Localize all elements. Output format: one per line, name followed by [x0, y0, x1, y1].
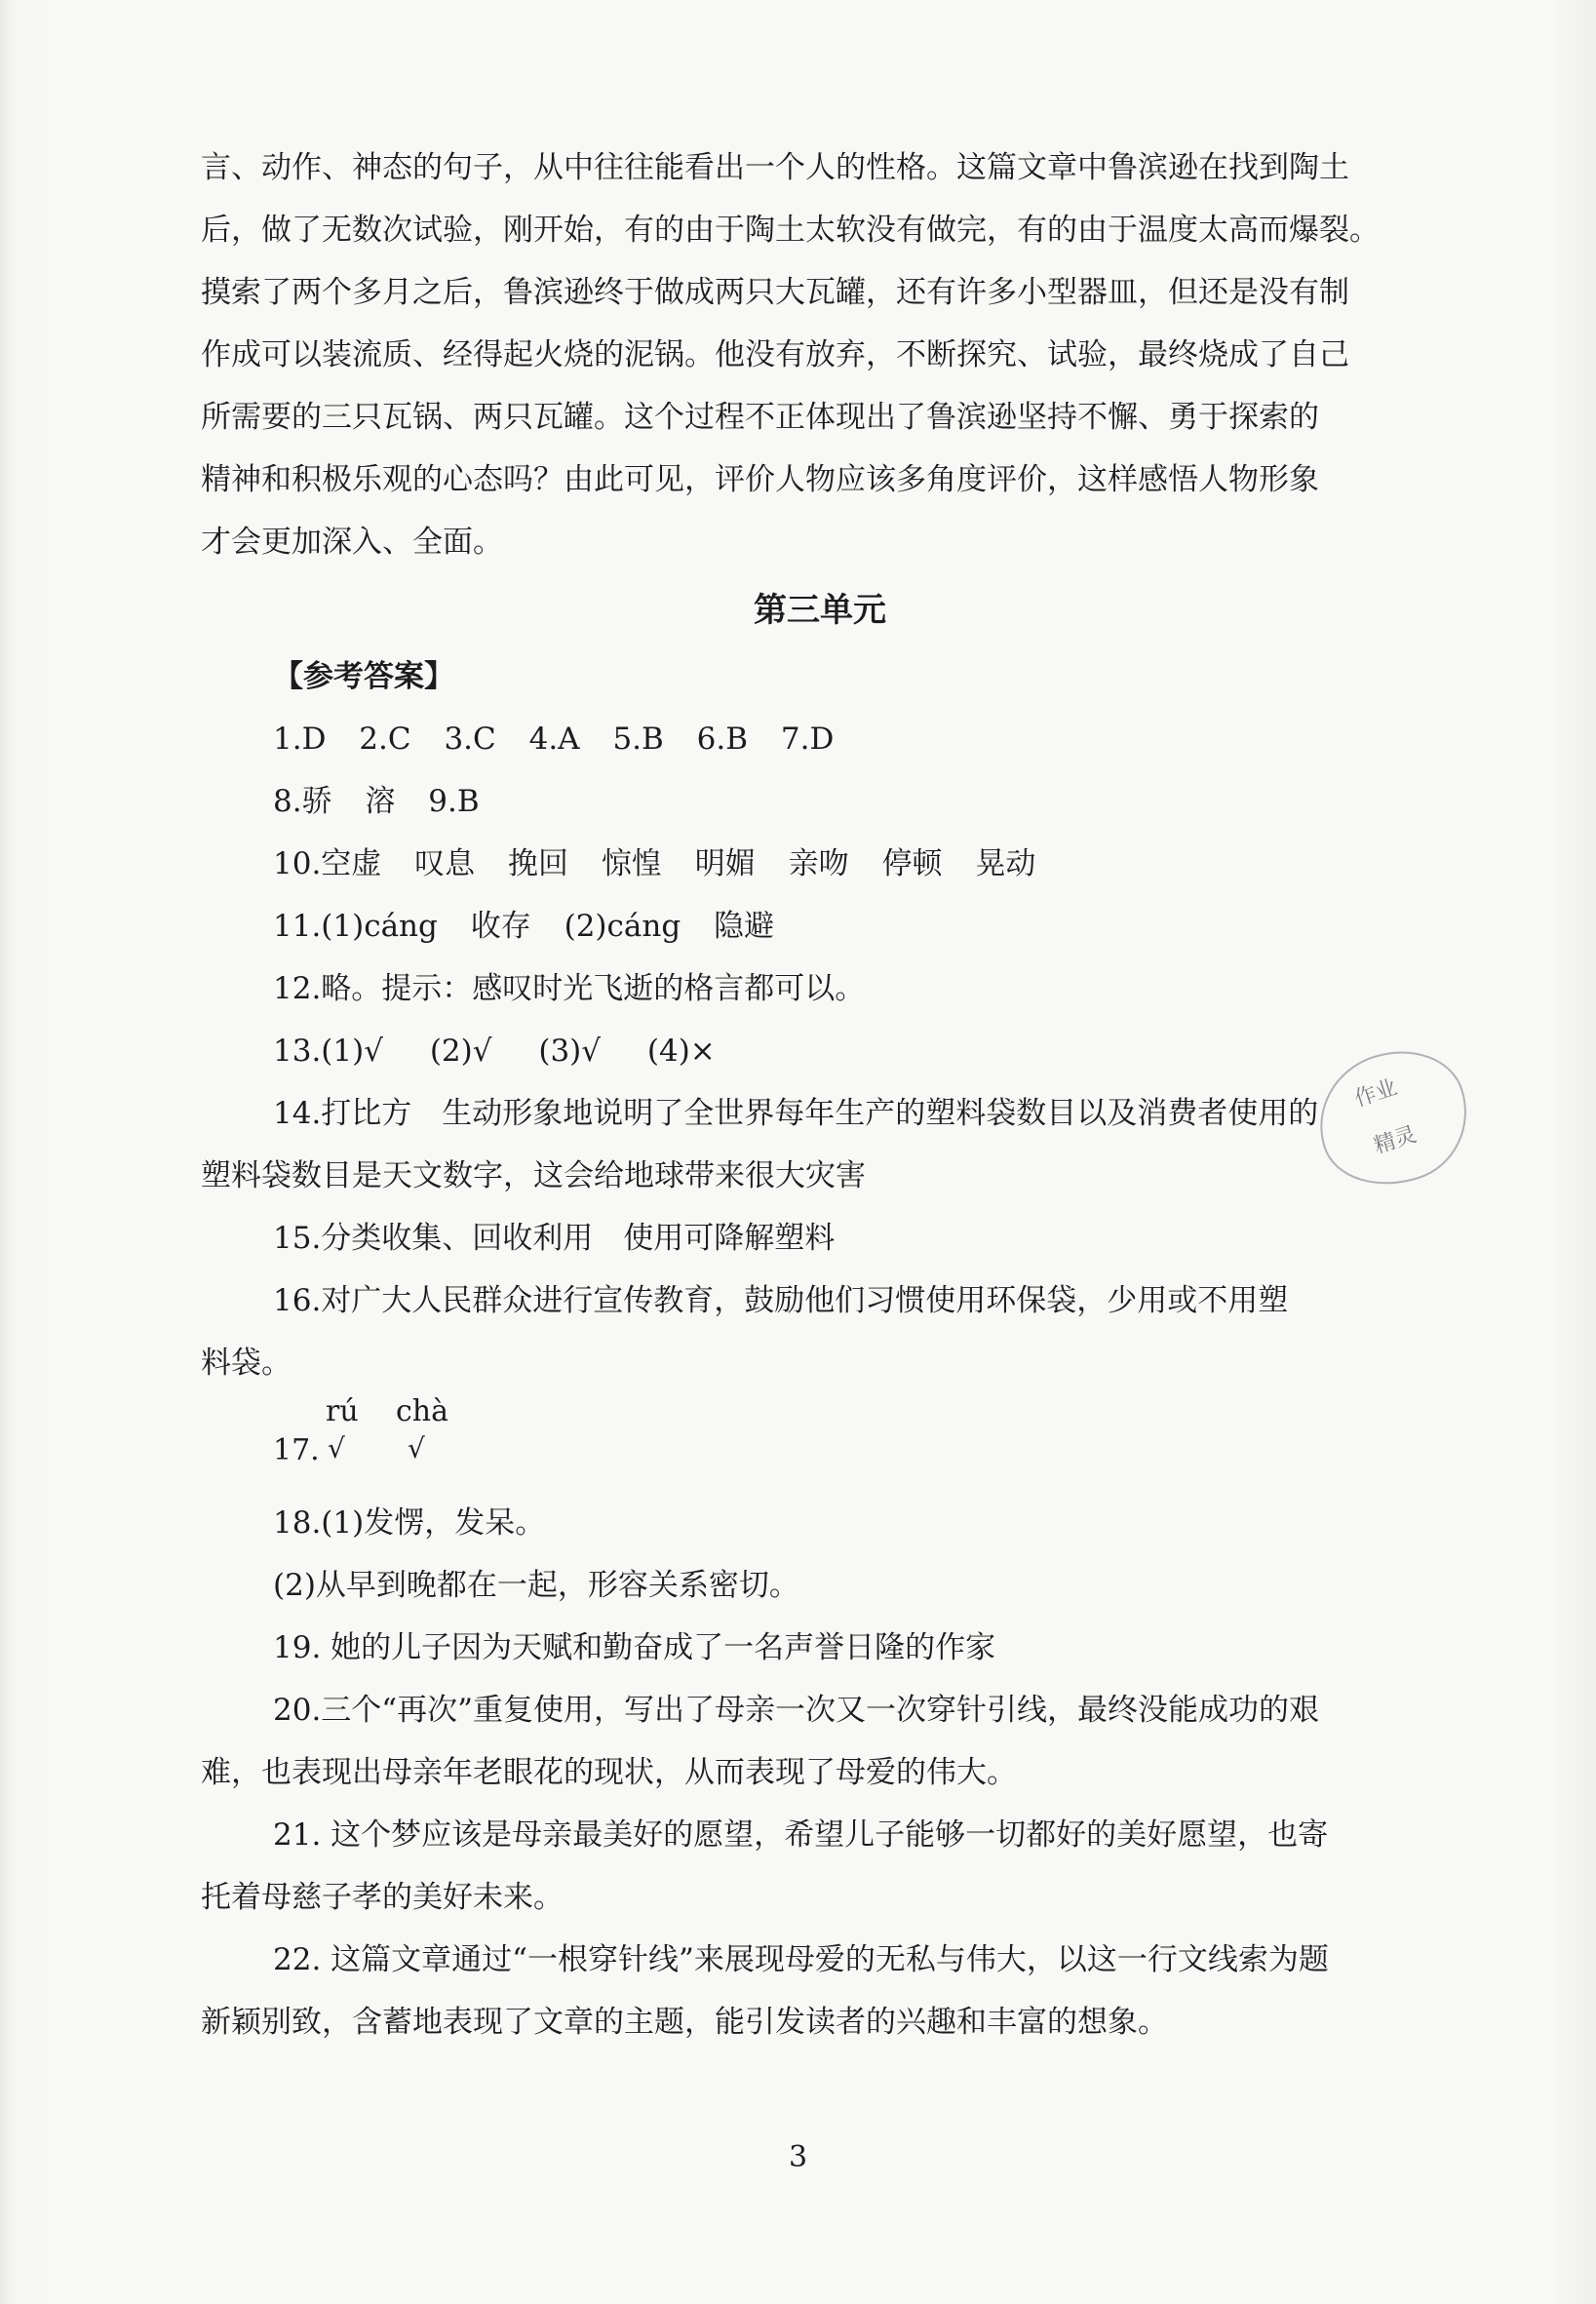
- text-line: 难，也表现出母亲年老眼花的现状，从而表现了母爱的伟大。: [201, 1755, 1017, 1790]
- answer-20: [201, 1679, 1439, 1804]
- stamp-text-top: 作业: [1351, 1075, 1401, 1113]
- answer-16: [201, 1269, 1439, 1394]
- answer-item: 停顿: [881, 846, 943, 881]
- text-line: 14.打比方 生动形象地说明了全世界每年生产的塑料袋数目以及消费者使用的: [273, 1096, 1319, 1131]
- answer-17: [201, 1394, 1439, 1492]
- text-line: 所需要的三只瓦锅、两只瓦罐。这个过程不正体现出了鲁滨逊坚持不懈、勇于探索的: [201, 400, 1319, 435]
- answer-18: [201, 1492, 1439, 1617]
- text-line: 摸索了两个多月之后，鲁滨逊终于做成两只大瓦罐，还有许多小型器皿，但还是没有制: [201, 275, 1349, 310]
- answer-item: 3.C: [444, 722, 496, 757]
- answer-item: 明媚: [694, 846, 756, 881]
- answer-12: 12.略。提示：感叹时光飞逝的格言都可以。: [273, 971, 866, 1006]
- pinyin-2: chà: [396, 1394, 449, 1428]
- answer-item: 7.D: [780, 722, 835, 757]
- answer-number: 17.: [273, 1433, 320, 1467]
- answer-item: 4.A: [528, 722, 580, 757]
- text-line: 22. 这篇文章通过“一根穿针线”来展现母爱的无私与伟大，以这一行文线索为题: [273, 1942, 1329, 1977]
- answer-item: 2.C: [359, 722, 411, 757]
- answer-item: (3)√: [538, 1034, 602, 1069]
- answers-header-text: 【参考答案】: [273, 659, 454, 694]
- answer-item: 11.(1)cáng: [273, 909, 438, 944]
- answer-item: 挽回: [508, 846, 569, 881]
- answer-item: (2)cáng: [564, 909, 681, 944]
- answer-item: 8.骄: [273, 784, 332, 819]
- answer-item: 13.(1)√: [273, 1034, 383, 1069]
- answer-19: 19. 她的儿子因为天赋和勤奋成了一名声誉日隆的作家: [273, 1630, 996, 1665]
- text-line: 20.三个“再次”重复使用，写出了母亲一次又一次穿针引线，最终没能成功的艰: [273, 1693, 1319, 1728]
- document-body: [201, 137, 1439, 2053]
- text-line: 才会更加深入、全面。: [201, 525, 503, 560]
- answer-item: 收存: [470, 909, 531, 944]
- text-line: 塑料袋数目是天文数字，这会给地球带来很大灾害: [201, 1158, 866, 1193]
- answer-21: [201, 1804, 1439, 1929]
- text-line: 言、动作、神态的句子，从中往往能看出一个人的性格。这篇文章中鲁滨逊在找到陶土: [201, 150, 1349, 185]
- answer-item: 6.B: [696, 722, 749, 757]
- answer-item: (2)√: [429, 1034, 492, 1069]
- pinyin-1: rú: [326, 1394, 359, 1428]
- text-line: 精神和积极乐观的心态吗？由此可见，评价人物应该多角度评价，这样感悟人物形象: [201, 462, 1319, 497]
- text-line: 18.(1)发愣，发呆。: [273, 1505, 546, 1541]
- answer-15: 15.分类收集、回收利用 使用可降解塑料: [273, 1221, 836, 1256]
- intro-paragraph: [201, 137, 1439, 573]
- answer-item: 10.空虚: [273, 846, 382, 881]
- answer-item: 1.D: [273, 722, 327, 757]
- text-line: 21. 这个梦应该是母亲最美好的愿望，希望儿子能够一切都好的美好愿望，也寄: [273, 1817, 1329, 1853]
- page-number: 3: [788, 2140, 808, 2174]
- check-mark: √: [408, 1432, 425, 1464]
- answer-10: [201, 833, 1439, 895]
- answer-22: [201, 1929, 1439, 2053]
- stamp-text-mid: 精灵: [1371, 1122, 1420, 1159]
- answer-8-9: [201, 770, 1439, 833]
- answer-11: [201, 895, 1439, 957]
- text-line: 16.对广大人民群众进行宣传教育，鼓励他们习惯使用环保袋，少用或不用塑: [273, 1283, 1289, 1318]
- answer-item: 5.B: [612, 722, 664, 757]
- text-line: 料袋。: [201, 1346, 292, 1381]
- answer-item: 叹息: [414, 846, 476, 881]
- answer-13: [201, 1020, 1439, 1082]
- check-mark: √: [328, 1432, 345, 1464]
- answer-item: (4)×: [646, 1034, 716, 1069]
- text-line: 后，做了无数次试验，刚开始，有的由于陶土太软没有做完，有的由于温度太高而爆裂。: [201, 213, 1380, 248]
- answer-item: 晃动: [975, 846, 1036, 881]
- answer-1-7: [201, 708, 1439, 770]
- text-line: (2)从早到晚都在一起，形容关系密切。: [273, 1568, 799, 1603]
- answers-header: [201, 645, 1439, 708]
- text-line: 作成可以装流质、经得起火烧的泥锅。他没有放弃，不断探究、试验，最终烧成了自己: [201, 337, 1349, 372]
- answer-item: 亲吻: [788, 846, 849, 881]
- text-line: 托着母慈子孝的美好未来。: [201, 1880, 564, 1915]
- text-line: 新颖别致，含蓄地表现了文章的主题，能引发读者的兴趣和丰富的想象。: [201, 2005, 1168, 2040]
- answer-item: 9.B: [428, 784, 480, 819]
- answer-item: 溶: [365, 784, 396, 819]
- answer-item: 惊惶: [601, 846, 662, 881]
- answer-14: [201, 1082, 1439, 1207]
- answer-item: 隐避: [714, 909, 775, 944]
- unit-title: 第三单元: [754, 591, 886, 630]
